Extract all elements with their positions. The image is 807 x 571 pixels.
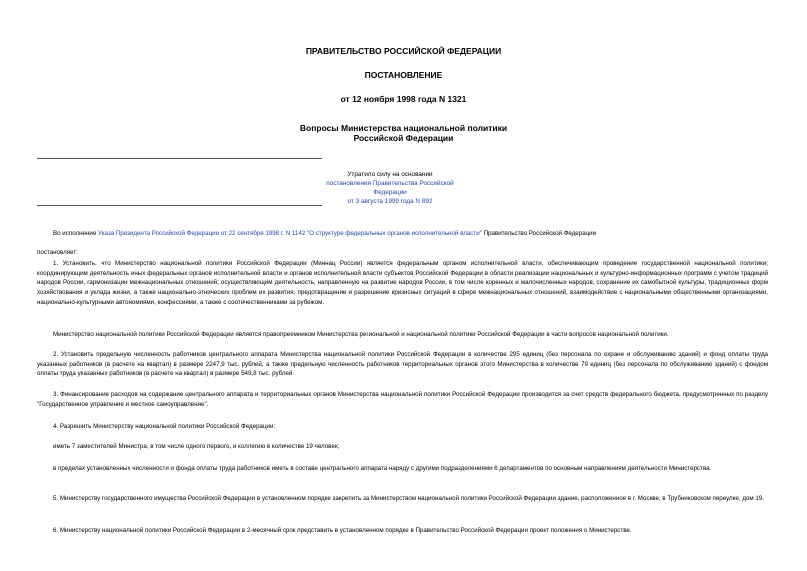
government-name: ПРАВИТЕЛЬСТВО РОССИЙСКОЙ ФЕДЕРАЦИИ — [305, 46, 502, 56]
intro-suffix: Правительство Российской Федерации — [481, 230, 597, 237]
paragraph-1: 1. Установить, что Министерство национальной политики Российской Федерации (Миннац России) является федеральным органом исполнительной власти, обеспечивающим проведение государственной национальной политики; координирующим деятельность иных федеральных органов исполнительной власти и органов исполнительной власти субъектов Российской Федерации в области реализации национальных и культурно-информационных программ с учетом традиций народов России, гармонизации межнациональных отношений; осуществляющим деятельность, направленную на развитие народов России, в том числе коренных и малочисленных народов, сохранение их самобытной культуры, традиционных форм хозяйствования и уклада жизни, а также национально-этнических проблем их развития, предотвращение и разрешение кризисных ситуаций в сфере межнациональных отношений, взаимодействие с национальными общественными организациями, национально-культурными автономиями, конфессиями, а также с соотечественниками за рубежом. — [37, 260, 768, 306]
paragraph-6: 6. Министерству национальной политики Российской Федерации в 2-месячный срок представить в установленном порядке в Правительство Российской Федерации проект положения о Министерстве. — [53, 527, 632, 534]
decree-link[interactable]: Указа Президента Российской Федерации от 22 сентября 1998 г. N 1142 "О структуре федеральных органов исполнительной власти" — [98, 230, 482, 237]
paragraph-4b: в пределах установленных численности и фонда оплаты труда работников иметь в составе центрального аппарата наряду с другими подразделениями 6 департаментов по основным направлениям деятельности Министерства. — [53, 465, 712, 472]
document-title-line2: Российской Федерации — [353, 133, 454, 143]
divider-bottom — [37, 205, 322, 206]
paragraph-4: 4. Разрешить Министерству национальной политики Российской Федерации: — [53, 423, 276, 430]
status-text: Утратило силу на основании — [347, 171, 433, 178]
status-link-line2[interactable]: от 3 августа 1999 года N 892 — [347, 198, 433, 205]
paragraph-2: 2. Установить предельную численность работников центрального аппарата Министерства национальной политики Российской Федерации в количестве 295 единиц (без персонала по охране и обслуживанию зданий) и фонд оплаты труда указанных работников (в расчете на квартал) в размере 2247,9 тыс. рублей, а также предельную численность работников территориальных органов этого Министерства в количестве 79 единиц (без персонала по обслуживанию зданий) с фондом оплаты труда указанных работников (в расчете на квартал) в размере 549,8 тыс. рублей. — [37, 351, 768, 378]
status-link-line1[interactable]: постановления Правительства Российской Федерации — [326, 180, 454, 196]
divider-top — [37, 158, 322, 159]
intro-prefix: Во исполнение — [53, 230, 98, 237]
resolves-text: постановляет: — [37, 249, 78, 256]
document-type: ПОСТАНОВЛЕНИЕ — [364, 70, 443, 80]
document-date-number: от 12 ноября 1998 года N 1321 — [340, 94, 467, 104]
intro-paragraph — [37, 229, 768, 239]
paragraph-1b: Министерство национальной политики Российской Федерации является правопреемником Министерства региональной и национальной политики Российской Федерации в части вопросов национальной политики. — [53, 331, 669, 338]
paragraph-4a: иметь 7 заместителей Министра, в том числе одного первого, и коллегию в количестве 19 человек; — [53, 443, 340, 450]
paragraph-5: 5. Министерству государственного имущества Российской Федерации в установленном порядке закрепить за Министерством национальной политики Российской Федерации здание, расположенное в г. Москве, в Трубниковском переулке, дом 19. — [53, 495, 764, 502]
status-note — [310, 170, 470, 206]
paragraph-3: 3. Финансирование расходов на содержание центрального аппарата и территориальных органов Министерства национальной политики Российской Федерации производится за счет средств федерального бюджета, предусмотренных по разделу "Государственное управление и местное самоуправление". — [37, 391, 768, 408]
document-title-line1: Вопросы Министерства национальной политики — [299, 123, 508, 133]
